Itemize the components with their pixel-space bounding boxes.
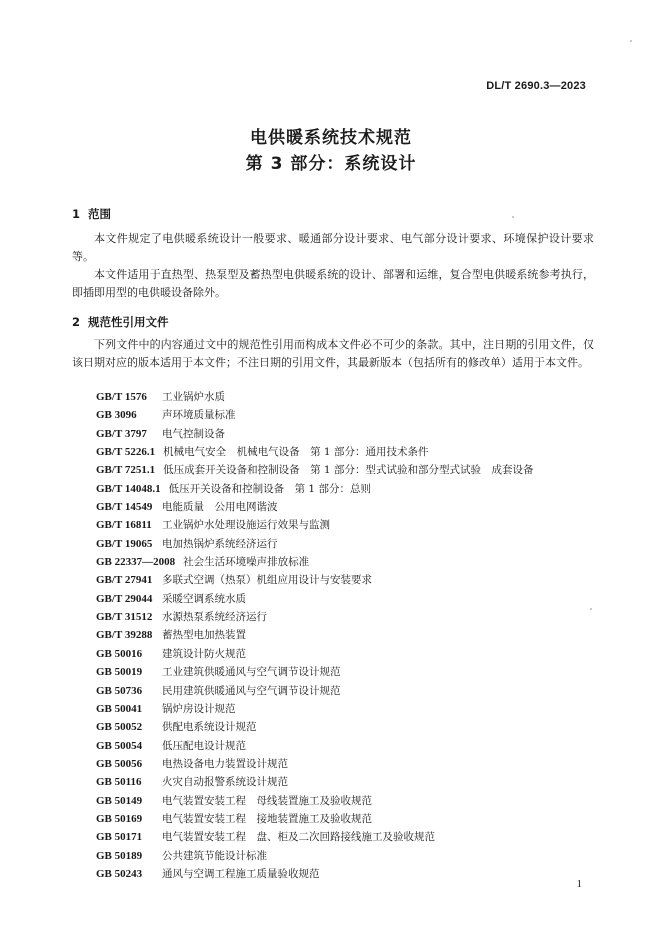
reference-code: GB 50054 [96, 739, 143, 752]
reference-code: GB/T 16811 [96, 519, 152, 532]
reference-item [96, 388, 596, 406]
reference-item [96, 516, 596, 534]
reference-list [96, 388, 596, 883]
reference-code: GB/T 1576 [96, 391, 147, 403]
reference-code: GB/T 31512 [96, 611, 153, 624]
reference-title: 公共建筑节能设计标准 [162, 849, 267, 862]
reference-title: 低压成套开关设备和控制设备 第 1 部分：型式试验和部分型式试验 成套设备 [163, 464, 534, 477]
reference-item [96, 810, 596, 828]
paragraph: 本文件规定了电供暖系统设计一般要求、暖通部分设计要求、电气部分设计要求、环境保护设计要求等。 [72, 232, 594, 263]
reference-item [96, 865, 596, 883]
reference-code: GB/T 3797 [96, 427, 147, 440]
reference-item [96, 792, 596, 810]
reference-code: GB 50189 [96, 849, 143, 862]
reference-code: GB 50056 [96, 757, 143, 770]
reference-item [96, 590, 596, 608]
document-title: 电供暖系统技术规范 [250, 128, 412, 148]
reference-code: GB 50041 [96, 702, 143, 715]
reference-item [96, 645, 596, 663]
document-subtitle: 第 3 部分：系统设计 [245, 154, 417, 174]
paragraph: 下列文件中的内容通过文中的规范性引用而构成本文件必不可少的条款。其中，注日期的引用文件，仅该日期对应的版本适用于本文件；不注日期的引用文件，其最新版本（包括所有的修改单）适用于本文件。 [72, 338, 594, 369]
reference-code: GB 50052 [96, 721, 143, 734]
reference-title: 机械电气安全 机械电气设备 第 1 部分：通用技术条件 [163, 446, 429, 459]
reference-title: 锅炉房设计规范 [162, 702, 236, 715]
reference-code: GB/T 5226.1 [96, 446, 156, 459]
reference-code: GB/T 39288 [96, 629, 153, 642]
reference-code: GB/T 14549 [96, 501, 153, 514]
reference-title: 电能质量 公用电网谐波 [162, 501, 278, 514]
reference-title: 低压开关设备和控制设备 第 1 部分：总则 [168, 482, 371, 495]
reference-title: 电气控制设备 [162, 427, 225, 440]
reference-item [96, 608, 596, 626]
reference-title: 电气装置安装工程 接地装置施工及验收规范 [162, 812, 372, 825]
reference-item [96, 406, 596, 424]
reference-item [96, 847, 596, 865]
paragraph: 本文件适用于直热型、热泵型及蓄热型电供暖系统的设计、部署和运维，复合型电供暖系统参考执行，即插即用型的电供暖设备除外。 [72, 268, 594, 299]
reference-item [96, 773, 596, 791]
reference-item [96, 443, 596, 461]
reference-item [96, 755, 596, 773]
reference-title: 水源热泵系统经济运行 [162, 611, 267, 624]
document-code: DL/T 2690.3—2023 [486, 80, 586, 92]
reference-title: 火灾自动报警系统设计规范 [162, 776, 288, 789]
reference-code: GB 50171 [96, 831, 143, 844]
reference-item [96, 553, 596, 571]
reference-title: 多联式空调（热泵）机组应用设计与安装要求 [162, 574, 372, 587]
reference-code: GB 50149 [96, 794, 143, 807]
reference-title: 电热设备电力装置设计规范 [162, 757, 288, 770]
reference-item [96, 682, 596, 700]
reference-code: GB 50116 [96, 776, 142, 789]
reference-code: GB 3096 [96, 409, 137, 422]
reference-title: 工业建筑供暖通风与空气调节设计规范 [162, 666, 341, 679]
page-number: 1 [576, 878, 582, 890]
reference-code: GB/T 7251.1 [96, 464, 156, 477]
reference-title: 工业锅炉水处理设施运行效果与监测 [162, 519, 330, 532]
reference-item [96, 718, 596, 736]
scan-speck [630, 40, 632, 42]
reference-item [96, 626, 596, 644]
reference-code: GB 50016 [96, 647, 143, 660]
section-heading-normative-references [72, 314, 169, 330]
reference-title: 电气装置安装工程 母线装置施工及验收规范 [162, 794, 372, 807]
reference-code: GB/T 19065 [96, 537, 153, 550]
reference-code: GB/T 27941 [96, 574, 153, 587]
reference-code: GB/T 29044 [96, 592, 153, 605]
section-number: 1 [72, 207, 81, 221]
reference-item [96, 571, 596, 589]
section-title: 范围 [88, 207, 111, 221]
reference-item [96, 700, 596, 718]
reference-code: GB 50169 [96, 812, 143, 825]
scan-speck [512, 216, 514, 218]
reference-title: 通风与空调工程施工质量验收规范 [162, 867, 320, 880]
reference-title: 声环境质量标准 [162, 409, 236, 422]
reference-item [96, 480, 596, 498]
reference-title: 供配电系统设计规范 [162, 721, 257, 734]
reference-title: 电气装置安装工程 盘、柜及二次回路接线施工及验收规范 [162, 831, 435, 844]
reference-title: 电加热锅炉系统经济运行 [162, 537, 278, 550]
reference-item [96, 535, 596, 553]
reference-code: GB 50019 [96, 666, 143, 679]
reference-title: 工业锅炉水质 [162, 391, 225, 403]
reference-item [96, 498, 596, 516]
reference-code: GB 50736 [96, 684, 143, 697]
reference-code: GB/T 14048.1 [96, 482, 161, 495]
reference-item [96, 461, 596, 479]
reference-title: 建筑设计防火规范 [162, 647, 246, 660]
scan-speck [590, 608, 592, 610]
reference-item [96, 663, 596, 681]
section-number: 2 [72, 315, 81, 329]
reference-code: GB 22337—2008 [96, 556, 176, 569]
reference-title: 蓄热型电加热装置 [162, 629, 246, 642]
reference-title: 社会生活环境噪声排放标准 [183, 556, 310, 569]
reference-item [96, 828, 596, 846]
section-title: 规范性引用文件 [88, 315, 169, 329]
section-heading-scope [72, 206, 111, 222]
reference-title: 采暖空调系统水质 [162, 592, 246, 605]
reference-item [96, 425, 596, 443]
reference-title: 民用建筑供暖通风与空气调节设计规范 [162, 684, 341, 697]
reference-code: GB 50243 [96, 867, 143, 880]
reference-title: 低压配电设计规范 [162, 739, 246, 752]
reference-item [96, 737, 596, 755]
